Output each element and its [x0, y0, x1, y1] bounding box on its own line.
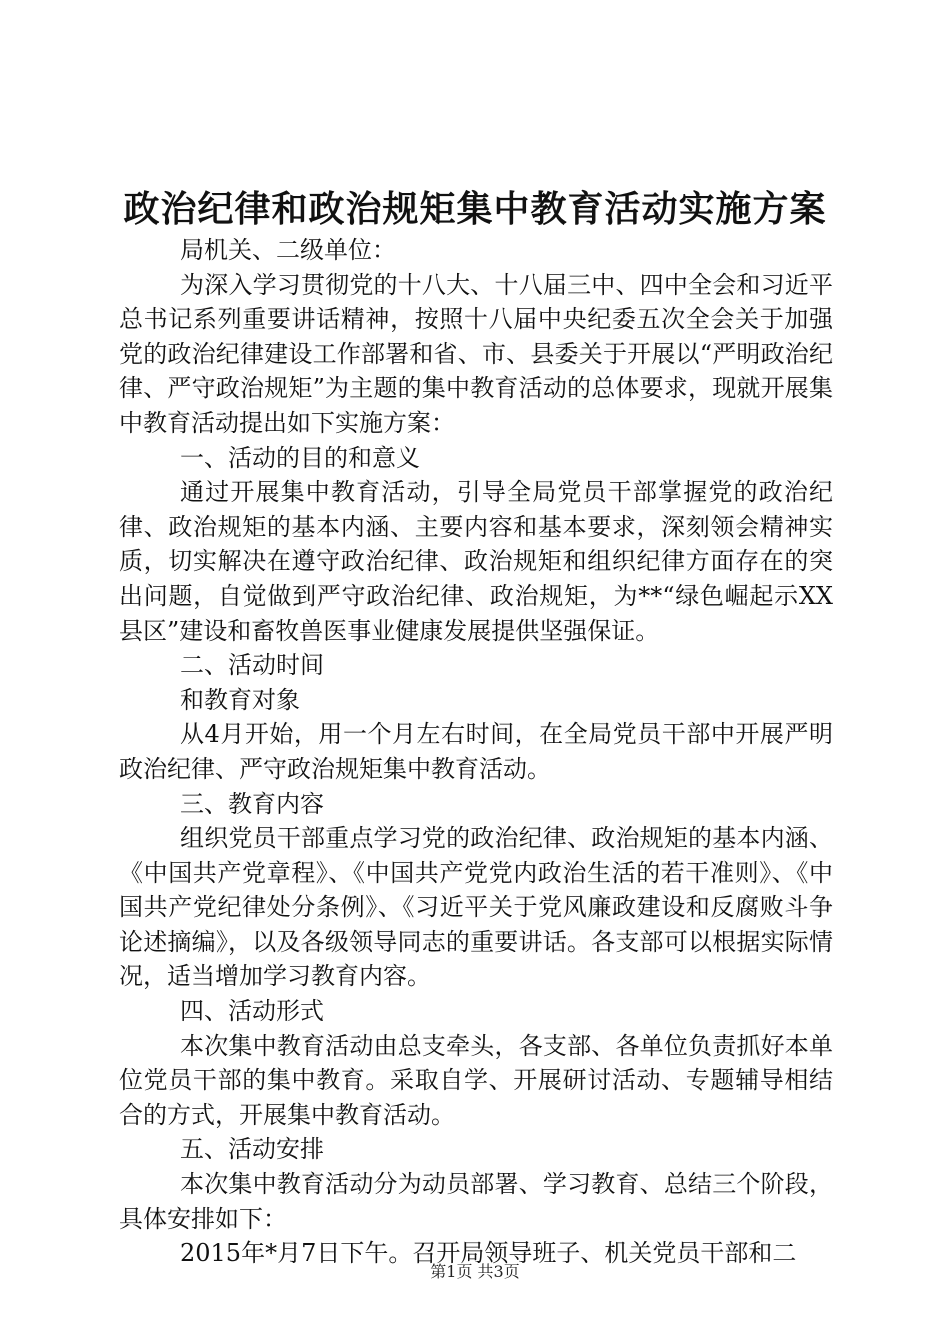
paragraph-form: 本次集中教育活动由总支牵头，各支部、各单位负责抓好本单位党员干部的集中教育。采取自学、开展研讨活动、专题辅导相结合的方式，开展集中教育活动。 — [119, 1031, 833, 1129]
section-heading-purpose: 一、活动的目的和意义 — [180, 443, 420, 472]
section-heading-time: 二、活动时间 — [180, 651, 324, 680]
page-footer: 第1页 共3页 — [430, 1262, 520, 1281]
section-heading-form: 四、活动形式 — [180, 997, 324, 1026]
section-heading-time-continued: 和教育对象 — [180, 685, 300, 714]
paragraph-arrangement: 本次集中教育活动分为动员部署、学习教育、总结三个阶段，具体安排如下： — [119, 1170, 833, 1233]
paragraph-purpose: 通过开展集中教育活动，引导全局党员干部掌握党的政治纪律、政治规矩的基本内涵、主要内容和基本要求，深刻领会精神实质，切实解决在遵守政治纪律、政治规矩和组织纪律方面存在的突出问题，自觉做到严守政治纪律、政治规矩，为**“绿色崛起示XX县区”建设和畜牧兽医事业健康发展提供坚强保证。 — [119, 478, 833, 645]
document-title: 政治纪律和政治规矩集中教育活动实施方案 — [123, 188, 827, 230]
document-body — [119, 233, 833, 1271]
section-heading-arrangement: 五、活动安排 — [180, 1135, 324, 1164]
section-heading-content: 三、教育内容 — [180, 789, 324, 818]
paragraph-schedule: 2015年*月7日下午。召开局领导班子、机关党员干部和二 — [180, 1239, 797, 1268]
paragraph-salutation: 局机关、二级单位： — [180, 236, 396, 264]
paragraph-content: 组织党员干部重点学习党的政治纪律、政治规矩的基本内涵、《中国共产党章程》、《中国共产党党内政治生活的若干准则》、《中国共产党纪律处分条例》、《习近平关于党风廉政建设和反腐败斗争论述摘编》，以及各级领导同志的重要讲话。各支部可以根据实际情况，适当增加学习教育内容。 — [119, 824, 833, 991]
paragraph-time: 从4月开始，用一个月左右时间，在全局党员干部中开展严明政治纪律、严守政治规矩集中教育活动。 — [119, 720, 833, 783]
paragraph-intro: 为深入学习贯彻党的十八大、十八届三中、四中全会和习近平总书记系列重要讲话精神，按照十八届中央纪委五次全会关于加强党的政治纪律建设工作部署和省、市、县委关于开展以“严明政治纪律、严守政治规矩”为主题的集中教育活动的总体要求，现就开展集中教育活动提出如下实施方案： — [119, 270, 833, 437]
